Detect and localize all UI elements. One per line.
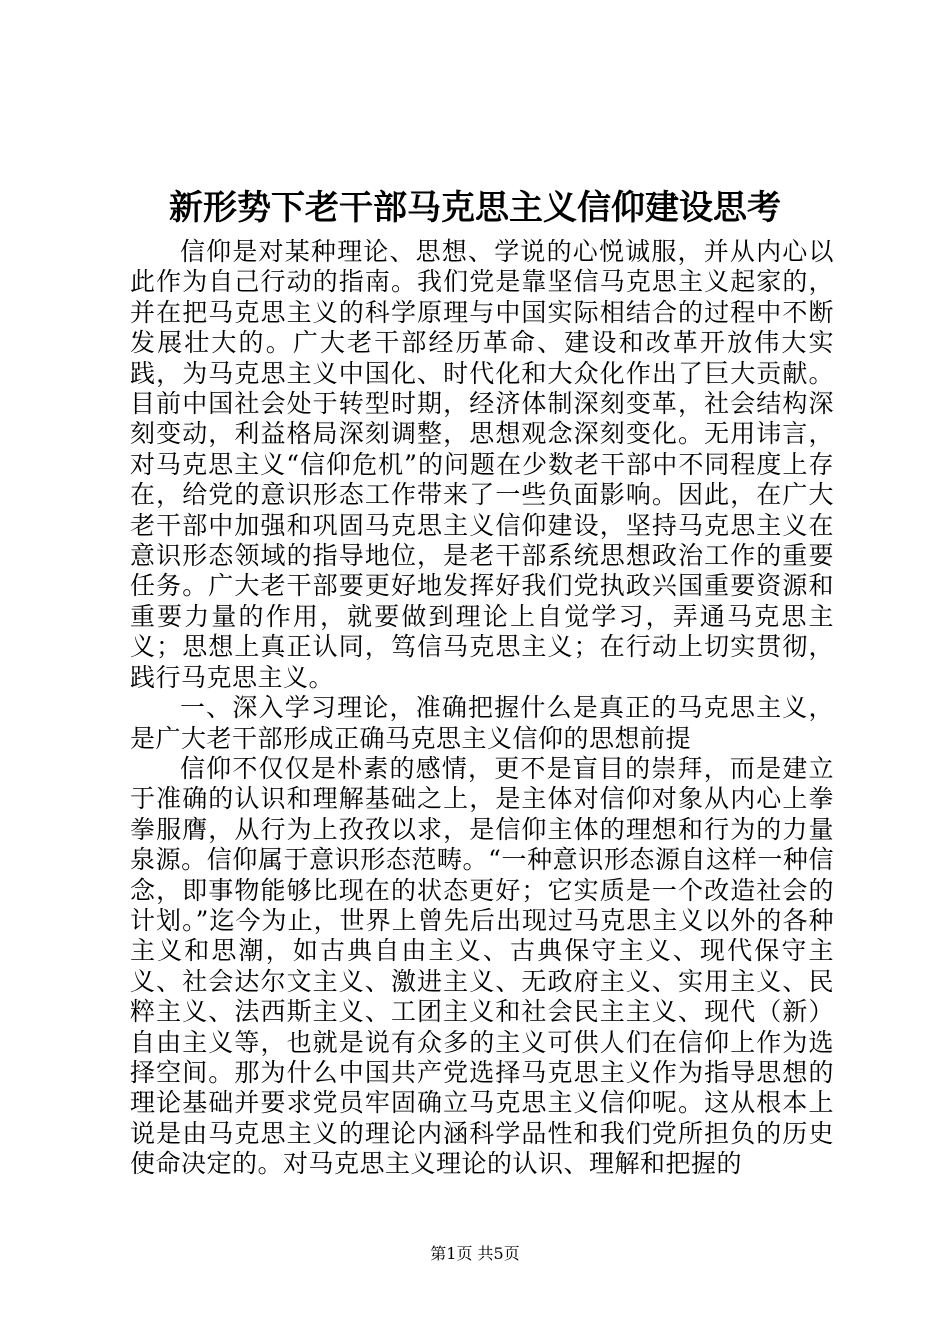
page-number-footer: 第1页 共5页: [430, 1244, 520, 1263]
body-paragraph: 信仰不仅仅是朴素的感情，更不是盲目的崇拜，而是建立于准确的认识和理解基础之上，是主体对信仰对象从内心上拳拳服膺，从行为上孜孜以求，是信仰主体的理想和行为的力量泉源。信仰属于意识形态范畴。“一种意识形态源自这样一种信念，即事物能够比现在的状态更好；它实质是一个改造社会的计划。”迄今为止，世界上曾先后出现过马克思主义以外的各种主义和思潮，如古典自由主义、古典保守主义、现代保守主义、社会达尔文主义、激进主义、无政府主义、实用主义、民粹主义、法西斯主义、工团主义和社会民主主义、现代（新）自由主义等，也就是说有众多的主义可供人们在信仰上作为选择空间。那为什么中国共产党选择马克思主义作为指导思想的理论基础并要求党员牢固确立马克思主义信仰呢。这从根本上说是由马克思主义的理论内涵科学品性和我们党所担负的历史使命决定的。对马克思主义理论的认识、理解和把握的: [130, 753, 834, 1179]
document-body: [130, 237, 834, 1180]
body-paragraph: 信仰是对某种理论、思想、学说的心悦诚服，并从内心以此作为自己行动的指南。我们党是靠坚信马克思主义起家的，并在把马克思主义的科学原理与中国实际相结合的过程中不断发展壮大的。广大老干部经历革命、建设和改革开放伟大实践，为马克思主义中国化、时代化和大众化作出了巨大贡献。目前中国社会处于转型时期，经济体制深刻变革，社会结构深刻变动，利益格局深刻调整，思想观念深刻变化。无用讳言，对马克思主义“信仰危机”的问题在少数老干部中不同程度上存在，给党的意识形态工作带来了一些负面影响。因此，在广大老干部中加强和巩固马克思主义信仰建设，坚持马克思主义在意识形态领域的指导地位，是老干部系统思想政治工作的重要任务。广大老干部要更好地发挥好我们党执政兴国重要资源和重要力量的作用，就要做到理论上自觉学习，弄通马克思主义；思想上真正认同，笃信马克思主义；在行动上切实贯彻，践行马克思主义。: [130, 237, 834, 692]
document-title: 新形势下老干部马克思主义信仰建设思考: [169, 188, 781, 228]
section-heading-paragraph: 一、深入学习理论，准确把握什么是真正的马克思主义，是广大老干部形成正确马克思主义信仰的思想前提: [130, 693, 834, 753]
